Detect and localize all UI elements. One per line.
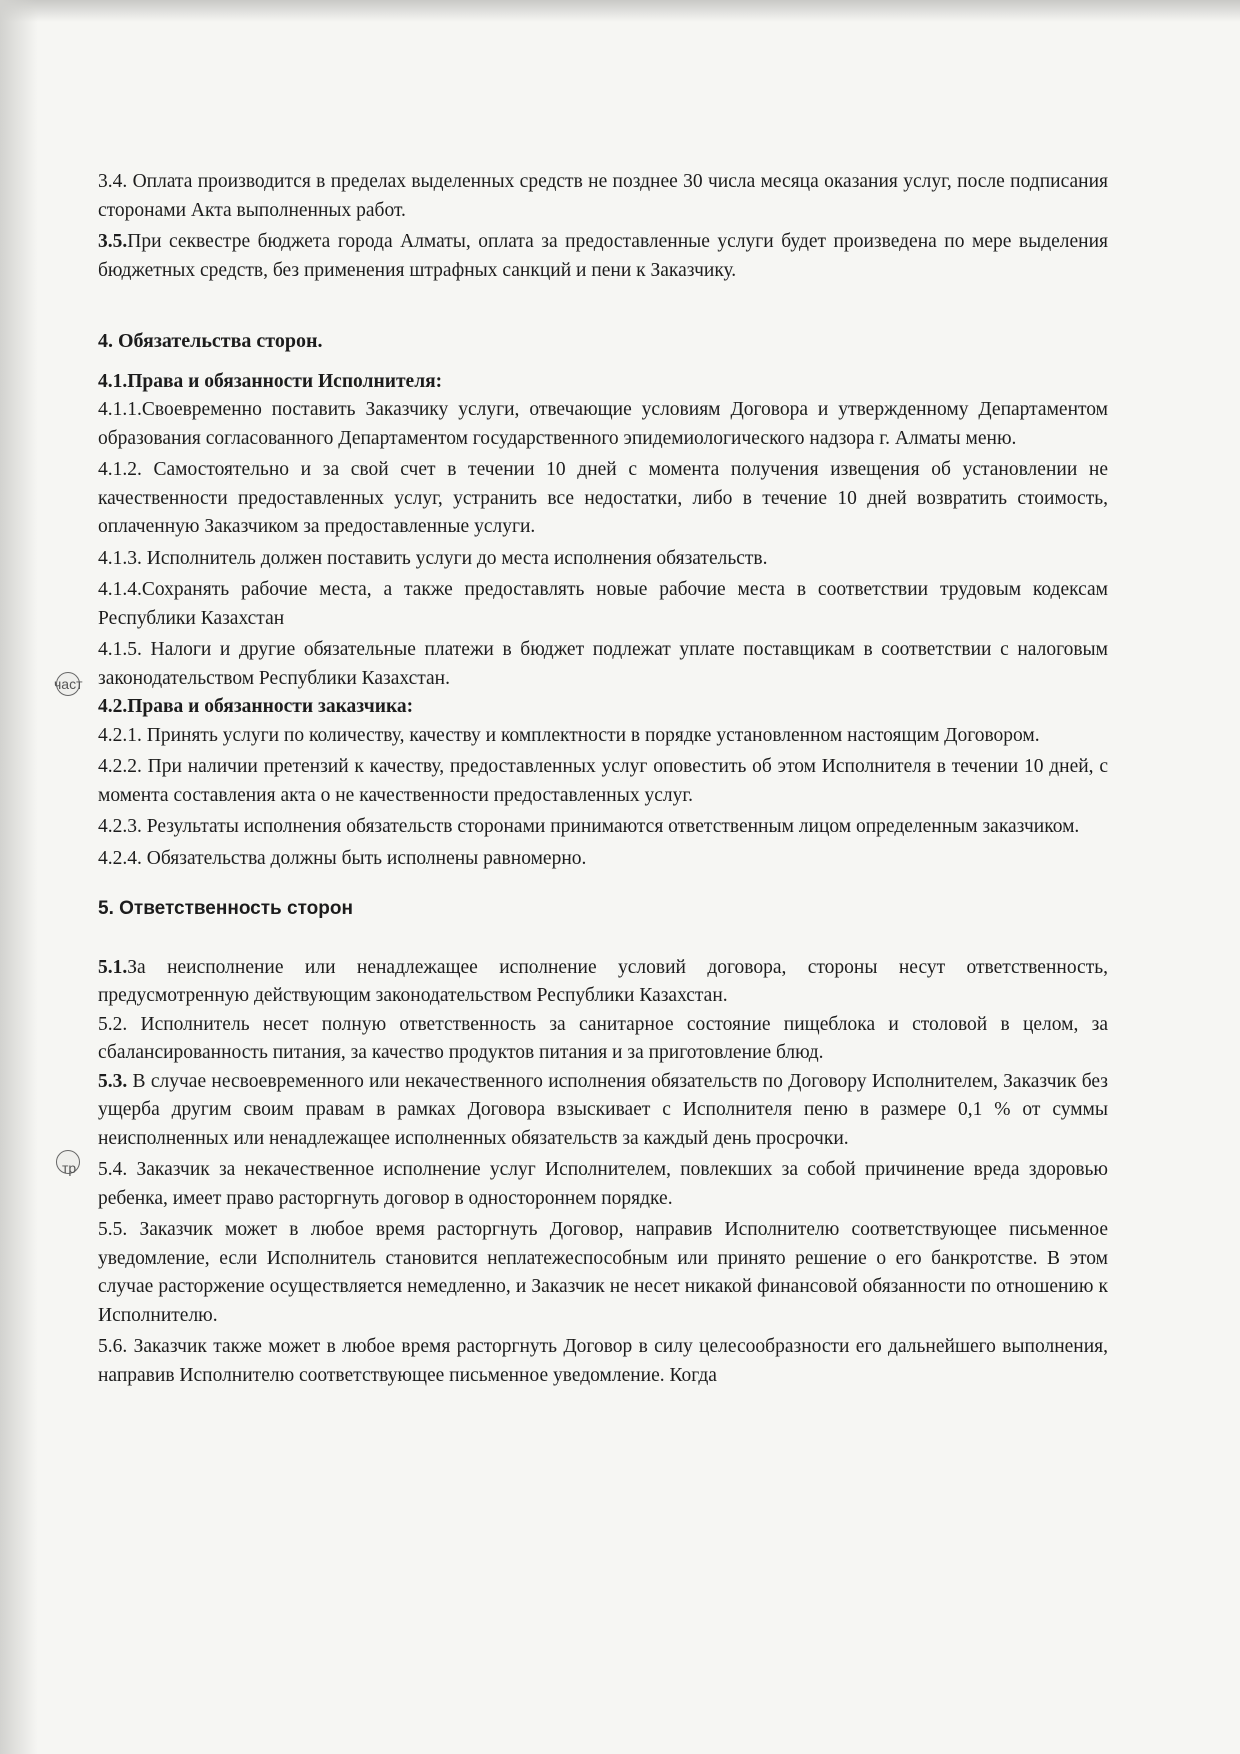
clause-5-4: 5.4. Заказчик за некачественное исполнение услуг Исполнителем, повлекших за собой причинение вреда здоровью ребенка, имеет право расторгнуть договор в одностороннем порядке. [98, 1159, 1108, 1209]
clause-4-2-3: 4.2.3. Результаты исполнения обязательств сторонами принимаются ответственным лицом определенным заказчиком. [98, 816, 1080, 837]
document-page [98, 168, 1108, 1390]
section-4-heading: 4. Обязательства сторон. [98, 330, 323, 352]
margin-mark: тр [62, 1160, 77, 1176]
clause-text: За неисполнение или ненадлежащее исполнение условий договора, стороны несут ответственность, предусмотренную действующим законодательством Республики Казахстан. [98, 956, 1108, 1006]
margin-mark: част [54, 676, 83, 692]
clause-5-2: 5.2. Исполнитель несет полную ответственность за санитарное состояние пищеблока и столовой в целом, за сбалансированность питания, за качество продуктов питания и за приготовление блюд. [98, 1013, 1108, 1063]
clause-5-1 [98, 954, 1108, 1011]
scan-left-shadow [0, 0, 38, 1754]
clause-number: 3.5. [98, 231, 128, 252]
clause-5-6: 5.6. Заказчик также может в любое время расторгнуть Договор в силу целесообразности его дальнейшего выполнения, направив Исполнителю соответствующее письменное уведомление. Когда [98, 1336, 1108, 1386]
clause-4-1-2: 4.1.2. Самостоятельно и за свой счет в течении 10 дней с момента получения извещения об установлении не качественности предоставленных услуг, устранить все недостатки, либо в течение 10 дней возвратить стоимость, оплаченную Заказчиком за предоставленные услуги. [98, 459, 1108, 537]
clause-4-1-5: 4.1.5. Налоги и другие обязательные платежи в бюджет подлежат уплате поставщикам в соответствии с налоговым законодательством Республики Казахстан. [98, 639, 1108, 689]
clause-number: 5.1. [98, 956, 128, 978]
subsection-4-1-heading: 4.1.Права и обязанности Исполнителя: [98, 370, 443, 392]
clause-4-1-4: 4.1.4.Сохранять рабочие места, а также предоставлять новые рабочие места в соответствии трудовым кодексам Республики Казахстан [98, 579, 1108, 629]
clause-3-4: 3.4. Оплата производится в пределах выделенных средств не позднее 30 числа месяца оказания услуг, после подписания сторонами Акта выполненных работ. [98, 171, 1108, 221]
clause-3-5 [98, 228, 1108, 285]
clause-text: При секвестре бюджета города Алматы, оплата за предоставленные услуги будет произведена по мере выделения бюджетных средств, без применения штрафных санкций и пени к Заказчику. [98, 231, 1108, 281]
clause-5-5: 5.5. Заказчик может в любое время расторгнуть Договор, направив Исполнителю соответствующее письменное уведомление, если Исполнитель становится неплатежеспособным или принято решение о его банкротстве. В этом случае расторжение осуществляется немедленно, и Заказчик не несет никакой финансовой обязанности по отношению к Исполнителю. [98, 1219, 1108, 1326]
clause-4-2-2: 4.2.2. При наличии претензий к качеству, предоставленных услуг оповестить об этом Исполнителя в течении 10 дней, с момента составления акта о не качественности предоставленных услуг. [98, 756, 1108, 806]
clause-4-2-4: 4.2.4. Обязательства должны быть исполнены равномерно. [98, 847, 587, 869]
clause-text: В случае несвоевременного или некачественного исполнения обязательств по Договору Исполнителем, Заказчик без ущерба другим своим правам в рамках Договора взыскивает с Исполнителя пеню в размере 0,1 % от суммы неисполненных или ненадлежащее исполненных обязательств за каждый день просрочки. [98, 1070, 1108, 1149]
clause-number: 5.3. [98, 1070, 128, 1092]
clause-5-3 [98, 1068, 1108, 1154]
clause-4-2-1: 4.2.1. Принять услуги по количеству, качеству и комплектности в порядке установленном настоящим Договором. [98, 724, 1040, 746]
section-5-heading: 5. Ответственность сторон [98, 898, 353, 919]
clause-4-1-3: 4.1.3. Исполнитель должен поставить услуги до места исполнения обязательств. [98, 547, 768, 569]
scan-top-shadow [0, 0, 1240, 22]
clause-4-1-1: 4.1.1.Своевременно поставить Заказчику услуги, отвечающие условиям Договора и утвержденному Департаментом образования согласованного Департаментом государственного эпидемиологического надзора г. Алматы меню. [98, 399, 1108, 449]
subsection-4-2-heading: 4.2.Права и обязанности заказчика: [98, 696, 414, 717]
